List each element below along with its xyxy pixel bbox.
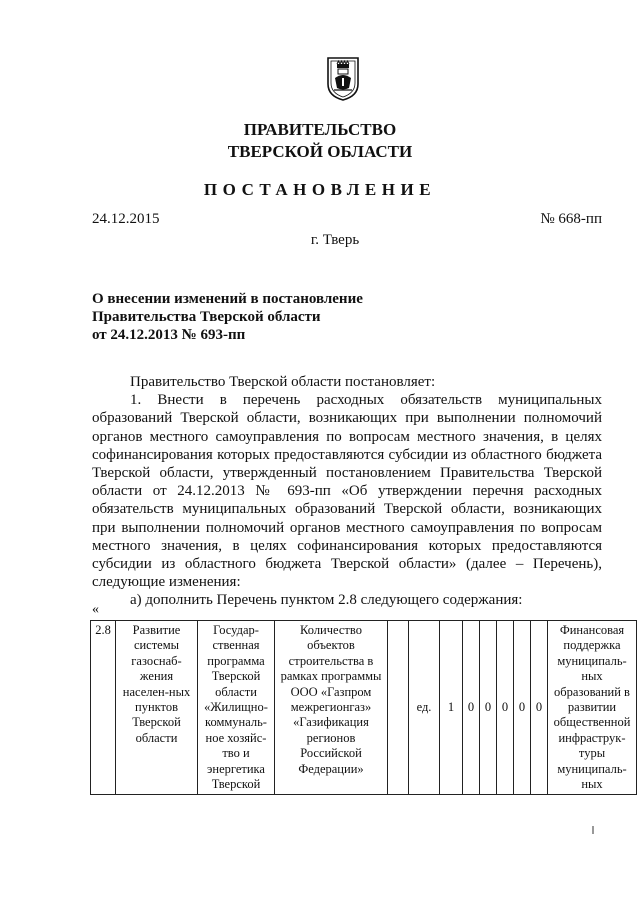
body-paragraph: Правительство Тверской области постановляет: bbox=[130, 374, 436, 390]
body-paragraph: а) дополнить Перечень пунктом 2.8 следующего содержания: bbox=[130, 592, 523, 609]
amendment-table bbox=[90, 620, 637, 795]
government-title-line2: ТВЕРСКОЙ ОБЛАСТИ bbox=[227, 142, 413, 161]
document-body bbox=[92, 373, 602, 610]
document-date: 24.12.2015 bbox=[92, 211, 160, 227]
table-cell-value: 0 bbox=[480, 621, 497, 795]
table-cell-value: 0 bbox=[497, 621, 514, 795]
document-number: № 668-пп bbox=[540, 211, 602, 227]
table-cell-empty bbox=[388, 621, 409, 795]
subject-line: Правительства Тверской области bbox=[92, 309, 321, 325]
table-row bbox=[91, 621, 637, 795]
table-cell-goal: Финансовая поддержка муниципаль-ных образований в развитии общественной инфраструк-туры муниципаль-ных bbox=[548, 621, 637, 795]
table-cell-program: Государ-ственная программа Тверской области «Жилищно-коммуналь-ное хозяйс-тво и энергетика Тверской bbox=[198, 621, 275, 795]
coat-of-arms-icon bbox=[326, 56, 360, 102]
table-cell-value: 1 bbox=[440, 621, 463, 795]
body-paragraph: 1. Внести в перечень расходных обязательств муниципальных образований Тверской области, возникающих при выполнении полномочий органов местного самоуправления по вопросам местного значения, в целях софинансирования которых предоставляются субсидии из областного бюджета Тверской области, утвержденный постановлением Правительства Тверской области от 24.12.2013 № 693-пп «Об утверждении перечня расходных обязательств муниципальных образований Тверской области, возникающих при выполнении полномочий органов местного самоуправления по вопросам местного значения, в целях софинансирования которых предоставляются субсидии из областного бюджета Тверской области» (далее – Перечень), следующие изменения: bbox=[92, 392, 602, 591]
table-cell-name: Развитие системы газоснаб-жения населен-ных пунктов Тверской области bbox=[116, 621, 198, 795]
document-subject bbox=[92, 290, 363, 344]
opening-quote-mark: « bbox=[92, 602, 99, 617]
table-cell-number: 2.8 bbox=[91, 621, 116, 795]
table-cell-value: 0 bbox=[531, 621, 548, 795]
document-city: г. Тверь bbox=[310, 232, 360, 248]
table-cell-unit: ед. bbox=[409, 621, 440, 795]
table-cell-value: 0 bbox=[514, 621, 531, 795]
government-title-line1: ПРАВИТЕЛЬСТВО bbox=[243, 120, 397, 139]
document-type-title: ПОСТАНОВЛЕНИЕ bbox=[203, 180, 437, 199]
page-edge-mark bbox=[592, 826, 594, 834]
table-cell-value: 0 bbox=[463, 621, 480, 795]
subject-line: от 24.12.2013 № 693-пп bbox=[92, 327, 246, 343]
subject-line: О внесении изменений в постановление bbox=[92, 291, 363, 307]
table-cell-indicator: Количество объектов строительства в рамках программы ООО «Газпром межрегионгаз» «Газификация регионов Российской Федерации» bbox=[275, 621, 388, 795]
